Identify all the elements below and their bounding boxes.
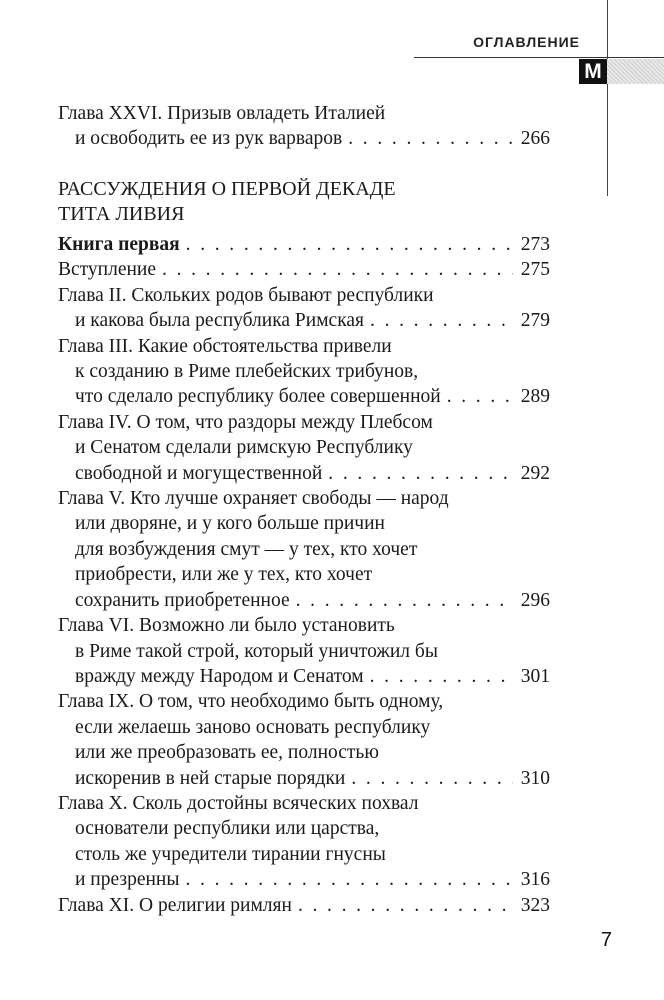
toc-entry-line: в Риме такой строй, который уничтожил бы	[75, 640, 438, 662]
toc-entry	[58, 257, 550, 282]
dot-leader	[298, 893, 513, 918]
dot-leader	[162, 257, 513, 282]
toc-entry	[58, 334, 550, 410]
toc-entry-line: основатели республики или царства,	[75, 818, 380, 840]
dot-leader	[370, 308, 513, 333]
toc-entry	[58, 791, 550, 893]
toc-entry-line: Глава III. Какие обстоятельства привели	[58, 335, 392, 357]
dot-leader	[296, 588, 513, 613]
toc-entry	[58, 101, 550, 152]
toc-entry-line: Глава X. Сколь достойны всяческих похвал	[58, 792, 419, 814]
toc-entry	[58, 283, 550, 334]
toc-page-number: 273	[520, 234, 550, 255]
toc-entry-line: Глава XXVI. Призыв овладеть Италией	[58, 103, 386, 124]
section-title	[58, 177, 550, 228]
toc-page-number: 296	[520, 589, 550, 611]
section-marker-letter: М	[579, 59, 607, 84]
toc-entry-line: и Сенатом сделали римскую Республику	[75, 437, 413, 459]
toc-entry-line: сохранить приобретенное	[75, 589, 290, 611]
header-rule	[414, 57, 664, 58]
toc-entry-line: и освободить ее из рук варваров	[75, 128, 343, 150]
toc-entry-line: и какова была республика Римская	[75, 310, 365, 332]
toc-entry	[58, 232, 550, 257]
running-header-label: ОГЛАВЛЕНИЕ	[473, 34, 580, 50]
toc-page-number: 323	[520, 894, 550, 916]
dot-leader	[348, 126, 513, 151]
toc-page-number: 266	[520, 128, 550, 150]
toc-entry-line: Глава V. Кто лучше охраняет свободы — народ	[58, 488, 449, 510]
toc-entry-line: Глава IV. О том, что раздоры между Плебсом	[58, 411, 433, 433]
toc-page-number: 275	[520, 259, 550, 281]
toc-entry-line: и презренны	[75, 869, 180, 891]
toc-entry-line: Глава VI. Возможно ли было установить	[58, 615, 395, 637]
toc-page-number: 316	[520, 869, 550, 891]
toc-entry	[58, 410, 550, 486]
toc-page-number: 289	[520, 386, 550, 408]
toc-entry-line: Книга первая	[58, 234, 180, 255]
dot-leader	[186, 232, 513, 257]
toc-entry-line: Вступление	[58, 259, 157, 281]
toc-entry-line: столь же учредители тирании гнусны	[75, 843, 386, 865]
dot-leader	[351, 766, 512, 791]
toc-entry-line: для возбуждения смут — у тех, кто хочет	[75, 538, 418, 560]
toc-page-number: 301	[520, 665, 550, 687]
toc-entry-line: приобрести, или же у тех, кто хочет	[75, 564, 373, 586]
section-title-line: ТИТА ЛИВИЯ	[58, 203, 185, 226]
toc-entry-line: Глава II. Скольких родов бывают республики	[58, 284, 434, 306]
toc-entry-line: если желаешь заново основать республику	[75, 716, 431, 738]
toc-entry-line: или дворяне, и у кого больше причин	[75, 513, 385, 535]
toc-entry-line: Глава XI. О религии римлян	[58, 894, 292, 916]
section-title-line: РАССУЖДЕНИЯ О ПЕРВОЙ ДЕКАДЕ	[58, 177, 396, 200]
toc-entry-line: свободной и могущественной	[75, 462, 323, 484]
toc-page-number: 279	[520, 310, 550, 332]
toc-entry-line: вражду между Народом и Сенатом	[75, 665, 364, 687]
toc-entry-line: или же преобразовать ее, полностью	[75, 742, 379, 764]
toc-entry-line: что сделало республику более совершенной	[75, 386, 441, 408]
toc-page-number: 292	[520, 462, 550, 484]
toc-entry-list	[58, 232, 550, 918]
page-number: 7	[600, 929, 612, 951]
dot-leader	[447, 384, 513, 409]
dot-leader	[185, 867, 512, 892]
margin-rule	[607, 0, 608, 196]
toc-entry	[58, 486, 550, 613]
dot-leader	[370, 664, 513, 689]
toc-entry	[58, 689, 550, 791]
toc-entry	[58, 893, 550, 918]
toc-entry-line: Глава IX. О том, что необходимо быть одному,	[58, 691, 444, 713]
toc-page-number: 310	[520, 767, 550, 789]
table-of-contents	[58, 101, 550, 918]
toc-entry	[58, 613, 550, 689]
toc-entry-line: к созданию в Риме плебейских трибунов,	[75, 361, 419, 383]
toc-entry-line: искоренив в ней старые порядки	[75, 767, 346, 789]
dot-leader	[328, 461, 512, 486]
section-marker-tab	[579, 59, 664, 84]
